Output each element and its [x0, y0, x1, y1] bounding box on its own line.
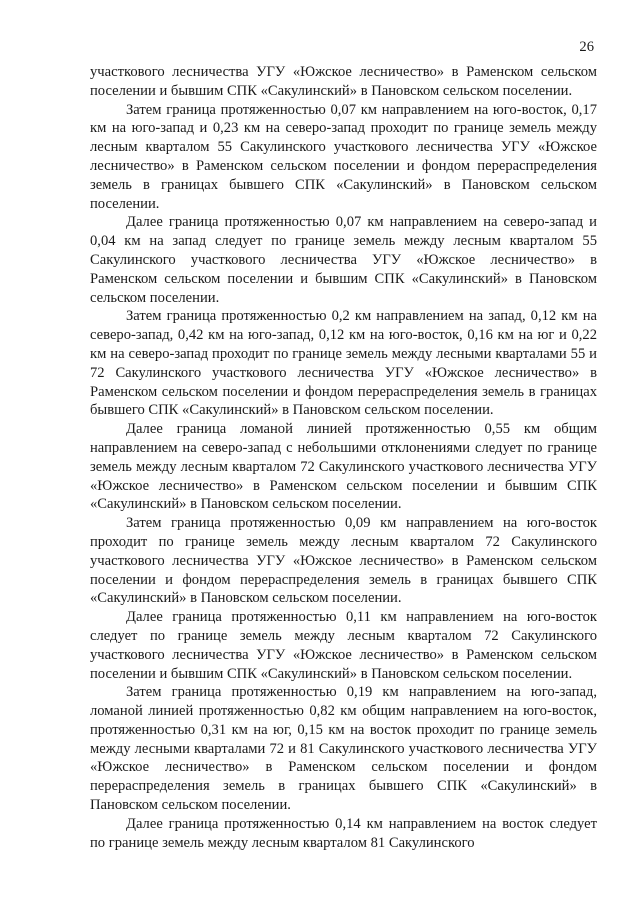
paragraph: Затем граница протяженностью 0,19 км направлением на юго-запад, ломаной линией протяженностью 0,82 км общим направлением на юго-восток, протяженностью 0,31 км на юг, 0,15 км на восток проходит по границе земель между лесными кварталами 72 и 81 Сакулинского участкового лесничества УГУ «Южское лесничество» в Раменском сельском поселении и фондом перераспределения земель в границах бывшего СПК «Сакулинский» в Пановском сельском поселении. [90, 684, 597, 814]
paragraph: Далее граница протяженностью 0,14 км направлением на восток следует по границе земель между лесным кварталом 81 Сакулинского [90, 815, 597, 851]
paragraph: Далее граница протяженностью 0,11 км направлением на юго-восток следует по границе земель между лесным кварталом 72 Сакулинского участкового лесничества УГУ «Южское лесничество» в Раменском сельском поселении и бывшим СПК «Сакулинский» в Пановском сельском поселении. [90, 609, 597, 682]
paragraph: Затем граница протяженностью 0,07 км направлением на юго-восток, 0,17 км на юго-запад и 0,23 км на северо-запад проходит по границе земель между лесным кварталом 55 Сакулинского участкового лесничества УГУ «Южское лесничество» в Раменском сельском поселении и фондом перераспределения земель в границах бывшего СПК «Сакулинский» в Пановском сельском поселении. [90, 101, 597, 212]
body-text [90, 63, 597, 852]
paragraph: Далее граница ломаной линией протяженностью 0,55 км общим направлением на северо-запад с небольшими отклонениями следует по границе земель между лесным кварталом 72 Сакулинского участкового лесничества УГУ «Южское лесничество» в Раменском сельском поселении и бывшим СПК «Сакулинский» в Пановском сельском поселении. [90, 421, 597, 513]
page-number: 26 [579, 39, 594, 55]
paragraph-continued: участкового лесничества УГУ «Южское лесничество» в Раменском сельском поселении и бывшим СПК «Сакулинский» в Пановском сельском поселении. [90, 64, 597, 99]
paragraph: Затем граница протяженностью 0,09 км направлением на юго-восток проходит по границе земель между лесным кварталом 72 Сакулинского участкового лесничества УГУ «Южское лесничество» в Раменском сельском поселении и фондом перераспределения земель в границах бывшего СПК «Сакулинский» в Пановском сельском поселении. [90, 515, 597, 607]
paragraph: Далее граница протяженностью 0,07 км направлением на северо-запад и 0,04 км на запад следует по границе земель между лесным кварталом 55 Сакулинского участкового лесничества УГУ «Южское лесничество» в Раменском сельском поселении и бывшим СПК «Сакулинский» в Пановском сельском поселении. [90, 214, 597, 306]
paragraph: Затем граница протяженностью 0,2 км направлением на запад, 0,12 км на северо-запад, 0,42 км на юго-запад, 0,12 км на юго-восток, 0,16 км на юг и 0,22 км на северо-запад проходит по границе земель между лесными кварталами 55 и 72 Сакулинского участкового лесничества УГУ «Южское лесничество» в Раменском сельском поселении и фондом перераспределения земель в границах бывшего СПК «Сакулинский» в Пановском сельском поселении. [90, 308, 597, 419]
